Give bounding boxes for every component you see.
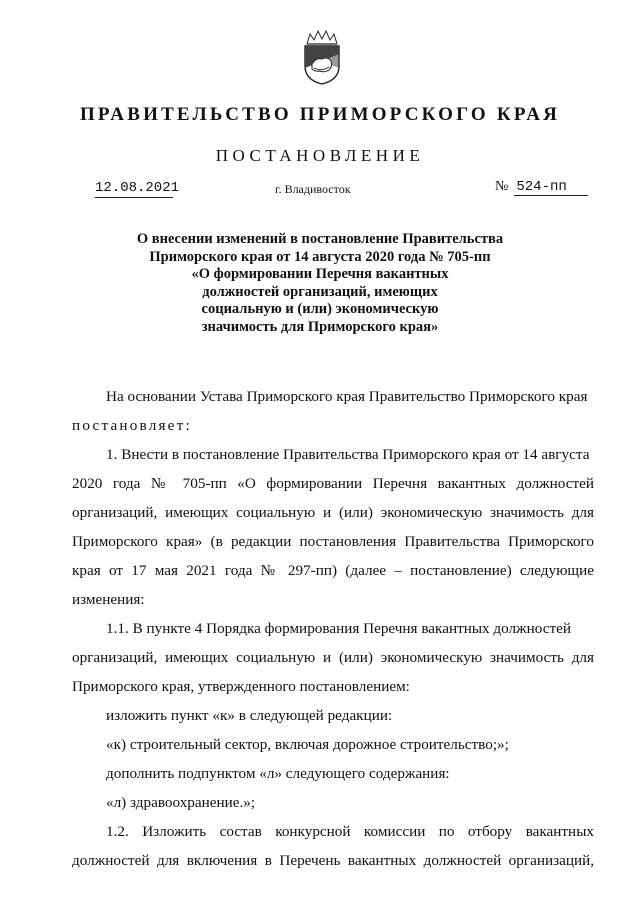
number-sign: № [495, 179, 509, 194]
body-line: организаций, имеющих социальную и (или) экономическую значимость для [72, 649, 594, 666]
body-line: «к) строительный сектор, включая дорожное строительство;»; [106, 736, 509, 753]
body-line: 1. Внести в постановление Правительства Приморского края от 14 августа [106, 446, 590, 463]
government-title: ПРАВИТЕЛЬСТВО ПРИМОРСКОГО КРАЯ [79, 104, 561, 125]
body-line: края от 17 мая 2021 года № 297-пп) (далее – постановление) следующие [72, 562, 594, 579]
body-line: На основании Устава Приморского края Правительство Приморского края [106, 388, 588, 405]
heading-line: значимость для Приморского края» [201, 318, 439, 335]
document-body [72, 382, 594, 875]
heading-line: О внесении изменений в постановление Правительства [136, 231, 504, 247]
body-line: Приморского края, утвержденного постановлением: [72, 678, 410, 695]
document-type: ПОСТАНОВЛЕНИЕ [215, 146, 425, 165]
body-line: должностей для включения в Перечень вакантных должностей организаций, [72, 852, 594, 869]
document-number-field [495, 179, 588, 196]
heading-line: должностей организаций, имеющих [202, 283, 438, 300]
heading-line: Приморского края от 14 августа 2020 года № 705-пп [149, 248, 491, 265]
document-number: 524-пп [514, 179, 588, 196]
body-line: 2020 года № 705-пп «О формировании Перечня вакантных должностей [72, 475, 594, 492]
body-line: постановляет: [72, 417, 192, 434]
body-line: Приморского края» (в редакции постановления Правительства Приморского [72, 533, 594, 550]
body-line: дополнить подпунктом «л» следующего содержания: [106, 765, 450, 782]
body-line: 1.1. В пункте 4 Порядка формирования Перечня вакантных должностей [106, 620, 571, 637]
document-date: 12.08.2021 [95, 180, 180, 196]
coat-of-arms-emblem [299, 28, 345, 86]
body-line: изложить пункт «к» в следующей редакции: [106, 707, 393, 724]
body-line: организаций, имеющих социальную и (или) экономическую значимость для [72, 504, 594, 521]
heading-line: социальную и (или) экономическую [201, 301, 439, 318]
body-line: 1.2. Изложить состав конкурсной комиссии по отбору вакантных [106, 823, 594, 840]
document-city: г. Владивосток [275, 182, 351, 196]
document-heading [60, 231, 580, 337]
body-line: изменения: [72, 591, 145, 608]
heading-line: «О формировании Перечня вакантных [191, 266, 449, 283]
body-line: «л) здравоохранение.»; [106, 794, 256, 811]
